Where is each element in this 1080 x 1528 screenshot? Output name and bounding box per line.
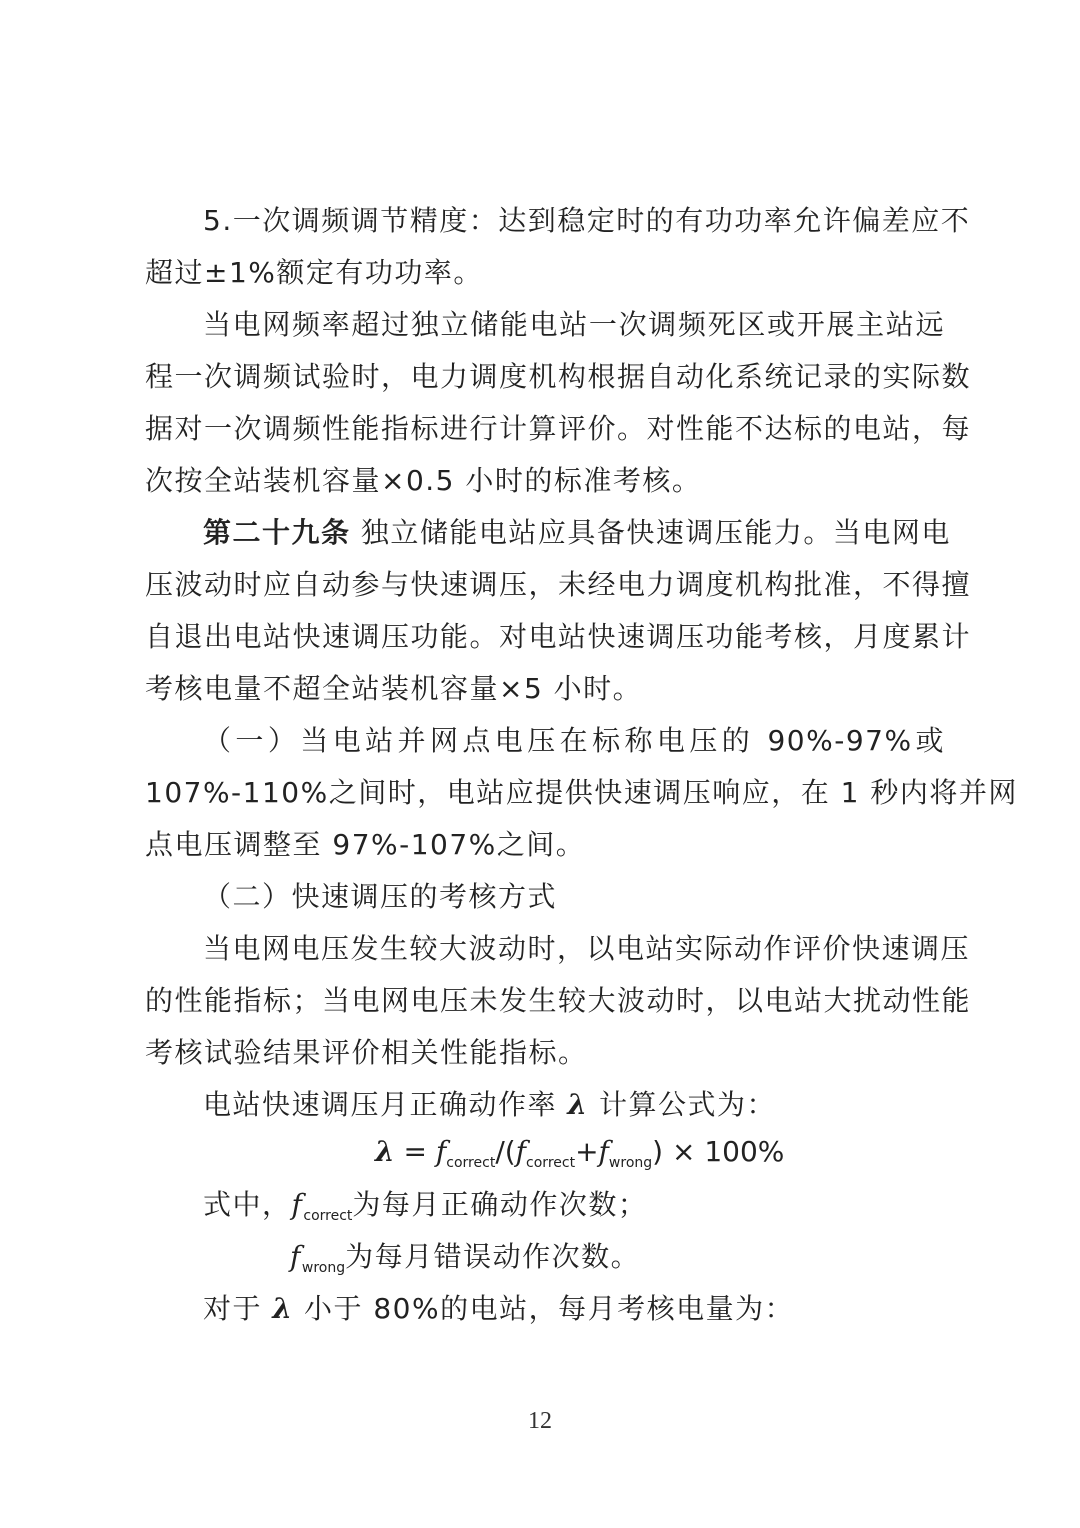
item-1-line-2: 107%-110%之间时，电站应提供快速调压响应，在 1 秒内将并网 [145, 776, 1018, 809]
definition-wrong [290, 1239, 950, 1275]
formula-lambda: λ [375, 1135, 395, 1168]
formula-f-correct: f [435, 1135, 447, 1168]
formula-sub-correct: correct [446, 1155, 496, 1171]
definition-prefix: 式中， [203, 1188, 292, 1221]
definition-wrong-text: 为每月错误动作次数。 [345, 1240, 641, 1273]
formula-plus: + [575, 1135, 599, 1168]
item-1-line-3: 点电压调整至 97%-107%之间。 [145, 828, 586, 861]
definition-correct [203, 1187, 945, 1223]
paragraph-6-line-3: 考核试验结果评价相关性能指标。 [145, 1036, 588, 1069]
item-2-heading: （二）快速调压的考核方式 [203, 880, 558, 913]
assessment-intro [203, 1291, 945, 1327]
article-29-line-4: 考核电量不超全站装机容量×5 小时。 [145, 672, 643, 705]
formula-divide-open: /( [495, 1135, 516, 1168]
definition-f-wrong: f [290, 1240, 302, 1273]
formula-intro [203, 1087, 945, 1123]
definition-sub-correct: correct [303, 1208, 353, 1224]
paragraph-6-line-2: 的性能指标；当电网电压未发生较大波动时，以电站大扰动性能 [145, 984, 972, 1017]
paragraph-1-line-1: 5.一次调频调节精度：达到稳定时的有功功率允许偏差应不 [203, 204, 971, 237]
paragraph-2-line-4: 次按全站装机容量×0.5 小时的标准考核。 [145, 464, 702, 497]
paragraph-2-line-2: 程一次调频试验时，电力调度机构根据自动化系统记录的实际数 [145, 360, 972, 393]
definition-sub-wrong: wrong [301, 1260, 346, 1276]
formula-f-correct-2: f [515, 1135, 527, 1168]
item-1-line-1: （一）当电站并网点电压在标称电压的 90%-97%或 [203, 724, 945, 757]
paragraph-2-line-1: 当电网频率超过独立储能电站一次调频死区或开展主站远 [203, 308, 945, 341]
article-29-line-1 [203, 515, 951, 551]
definition-correct-text: 为每月正确动作次数； [352, 1188, 648, 1221]
article-heading: 第二十九条 [203, 516, 351, 549]
formula-close-times: ) × 100% [652, 1135, 785, 1168]
formula-sub-correct-2: correct [526, 1155, 576, 1171]
assessment-intro-text-end: 小于 80%的电站，每月考核电量为： [293, 1292, 795, 1325]
formula-equals: = [394, 1135, 436, 1168]
paragraph-2-line-3: 据对一次调频性能指标进行计算评价。对性能不达标的电站，每 [145, 412, 972, 445]
formula-f-wrong: f [598, 1135, 609, 1168]
article-29-line-2: 压波动时应自动参与快速调压，未经电力调度机构批准，不得擅 [145, 568, 972, 601]
paragraph-6-line-1: 当电网电压发生较大波动时，以电站实际动作评价快速调压 [203, 932, 971, 965]
article-29-text: 独立储能电站应具备快速调压能力。当电网电 [350, 516, 951, 549]
definition-f-correct: f [291, 1188, 304, 1221]
article-29-line-3: 自退出电站快速调压功能。对电站快速调压功能考核，月度累计 [145, 620, 972, 653]
page-number: 12 [528, 1408, 552, 1434]
formula-intro-text: 电站快速调压月正确动作率 [203, 1088, 568, 1121]
assessment-intro-text: 对于 [203, 1292, 273, 1325]
formula-intro-text-end: 计算公式为： [588, 1088, 776, 1121]
paragraph-1-line-2: 超过±1%额定有功功率。 [145, 256, 483, 289]
lambda-symbol-2: λ [272, 1292, 294, 1325]
formula-sub-wrong: wrong [608, 1155, 653, 1171]
rate-formula [375, 1134, 785, 1171]
lambda-symbol: λ [567, 1088, 589, 1121]
